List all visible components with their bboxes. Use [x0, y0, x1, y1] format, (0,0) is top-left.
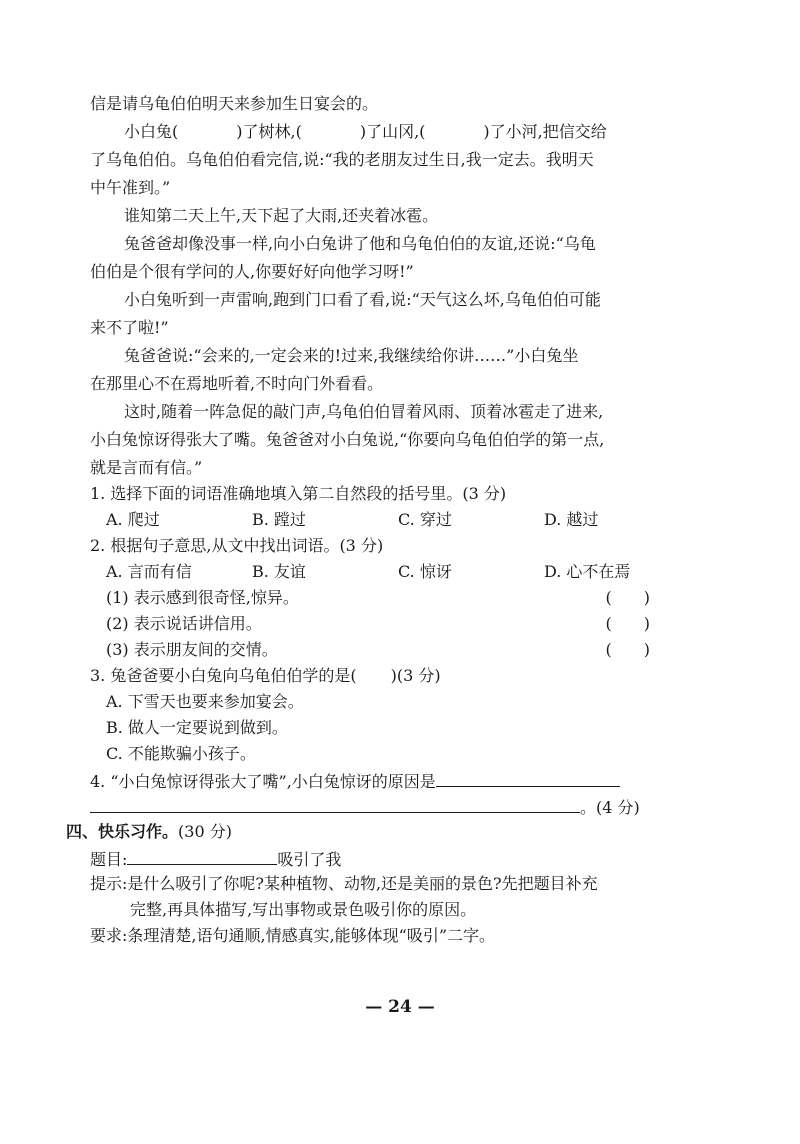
q2-item-1: (1) 表示感到很奇怪,惊异。 ( ): [106, 586, 650, 610]
essay-requirements: 要求:条理清楚,语句通顺,情感真实,能够体现“吸引”二字。: [90, 926, 496, 945]
q3-option-c[interactable]: C. 不能欺骗小孩子。: [106, 744, 256, 763]
q3-option-a[interactable]: A. 下雪天也要来参加宴会。: [106, 692, 304, 711]
q4-answer-row-2: 。(4 分): [90, 794, 650, 818]
q1-option-a[interactable]: A. 爬过: [106, 510, 160, 529]
q2-option-b: B. 友谊: [252, 562, 306, 581]
story-line: 小白兔惊讶得张大了嘴。兔爸爸对小白兔说,“你要向乌龟伯伯学的第一点,: [90, 430, 605, 449]
story-line: 信是请乌龟伯伯明天来参加生日宴会的。: [90, 94, 379, 113]
story-line: 谁知第二天上午,天下起了大雨,还夹着冰雹。: [124, 206, 439, 225]
q2-item-3: (3) 表示朋友间的交情。 ( ): [106, 638, 650, 662]
story-line: 中午准到。”: [90, 178, 171, 197]
essay-topic-blank[interactable]: [127, 846, 277, 865]
q1-option-c[interactable]: C. 穿过: [398, 510, 452, 529]
story-line: 这时,随着一阵急促的敲门声,乌龟伯伯冒着风雨、顶着冰雹走了进来,: [124, 402, 604, 421]
q4-answer-line-2[interactable]: [90, 794, 580, 813]
question-3: 3. 兔爸爸要小白兔向乌龟伯伯学的是( )(3 分): [90, 666, 441, 685]
question-1: 1. 选择下面的词语准确地填入第二自然段的括号里。(3 分): [90, 484, 507, 503]
story-line: 在那里心不在焉地听着,不时向门外看看。: [90, 374, 384, 393]
question-4: 4. “小白兔惊讶得张大了嘴”,小白兔惊讶的原因是: [90, 768, 650, 792]
story-line: 来不了啦!”: [90, 318, 169, 337]
q4-answer-line-1[interactable]: [436, 768, 620, 787]
q1-option-d[interactable]: D. 越过: [544, 510, 599, 529]
essay-hint-cont: 完整,再具体描写,写出事物或景色吸引你的原因。: [130, 900, 477, 919]
q1-options: [106, 508, 650, 532]
story-line: 兔爸爸却像没事一样,向小白兔讲了他和乌龟伯伯的友谊,还说:“乌龟: [124, 234, 596, 253]
question-2: 2. 根据句子意思,从文中找出词语。(3 分): [90, 536, 384, 555]
story-line: 伯伯是个很有学问的人,你要好好向他学习呀!”: [90, 262, 414, 281]
story-line: 就是言而有信。”: [90, 458, 203, 477]
essay-hint: 提示:是什么吸引了你呢?某种植物、动物,还是美丽的景色?先把题目补充: [90, 874, 598, 893]
section-4-heading: 四、快乐习作。(30 分): [66, 822, 232, 841]
story-line-blanks: 小白兔( )了树林,( )了山冈,( )了小河,把信交给: [124, 122, 607, 141]
q3-option-b[interactable]: B. 做人一定要说到做到。: [106, 718, 288, 737]
q2-item-2: (2) 表示说话讲信用。 ( ): [106, 612, 650, 636]
story-line: 小白兔听到一声雷响,跑到门口看了看,说:“天气这么坏,乌龟伯伯可能: [124, 290, 601, 309]
q2-option-a: A. 言而有信: [106, 562, 192, 581]
story-line: 兔爸爸说:“会来的,一定会来的!过来,我继续给你讲……”小白兔坐: [124, 346, 579, 365]
q2-answer-1[interactable]: ( ): [605, 588, 650, 607]
q2-options: [106, 560, 650, 584]
story-line: 了乌龟伯伯。乌龟伯伯看完信,说:“我的老朋友过生日,我一定去。我明天: [90, 150, 594, 169]
essay-topic: 题目: 吸引了我: [90, 846, 650, 870]
q1-option-b[interactable]: B. 蹚过: [252, 510, 306, 529]
page-number: — 24 —: [365, 997, 435, 1017]
q2-answer-3[interactable]: ( ): [605, 640, 650, 659]
q2-option-d: D. 心不在焉: [544, 562, 631, 581]
q2-answer-2[interactable]: ( ): [605, 614, 650, 633]
q2-option-c: C. 惊讶: [398, 562, 452, 581]
